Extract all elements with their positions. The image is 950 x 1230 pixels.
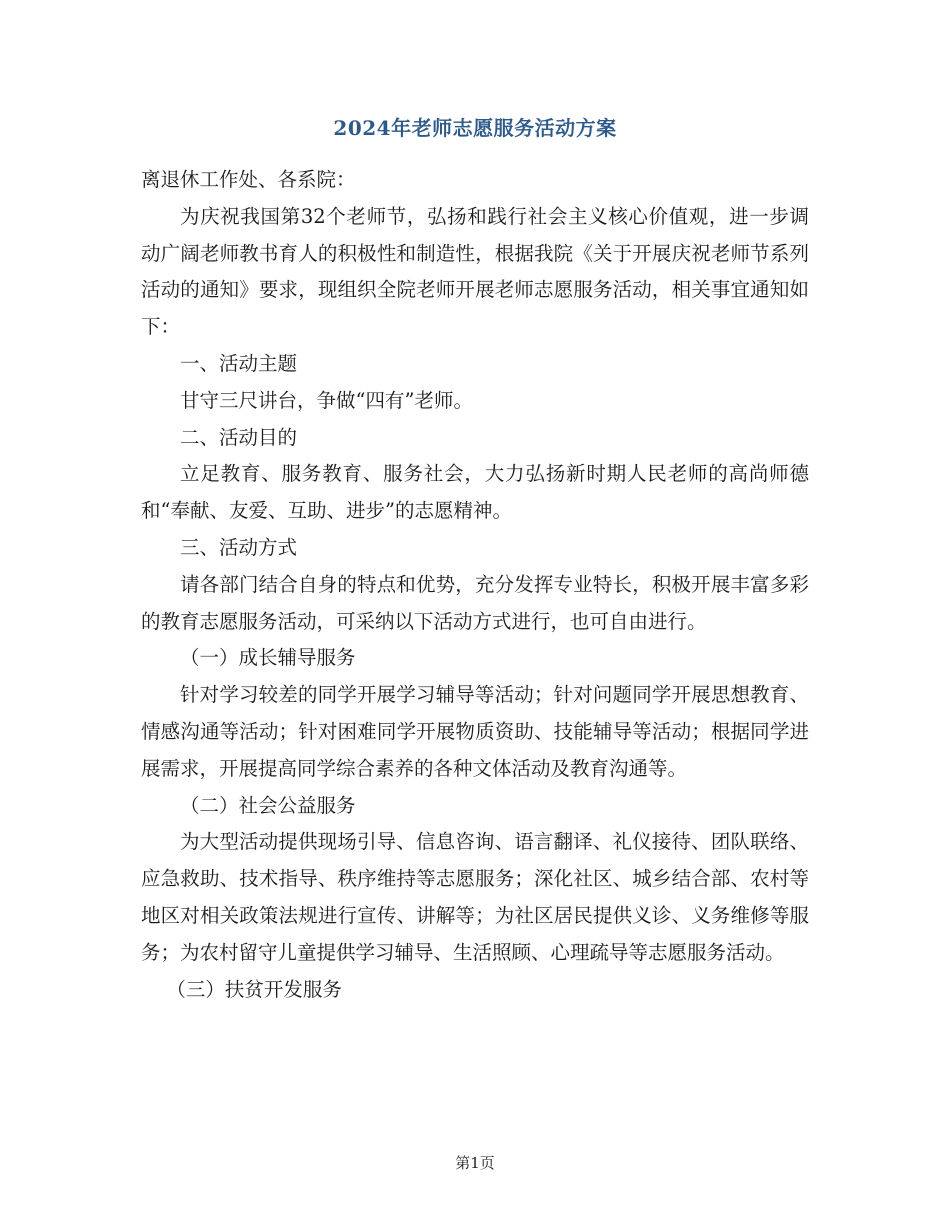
section1-text: 甘守三尺讲台，争做“四有”老师。 bbox=[180, 388, 473, 412]
sub2-heading: （二）社会公益服务 bbox=[180, 793, 356, 817]
sub1-heading: （一）成长辅导服务 bbox=[180, 646, 356, 670]
document-title: 2024年老师志愿服务活动方案 bbox=[333, 116, 617, 140]
section2-text: 立足教育、服务教育、服务社会，大力弘扬新时期人民老师的高尚师德和“奉献、友爱、互助、进步”的志愿精神。 bbox=[141, 462, 809, 523]
sub3-heading: （三）扶贫开发服务 bbox=[166, 977, 342, 1001]
document-body bbox=[141, 162, 809, 1008]
intro-paragraph: 为庆祝我国第32个老师节，弘扬和践行社会主义核心价值观，进一步调动广阔老师教书育人的积极性和制造性，根据我院《关于开展庆祝老师节系列活动的通知》要求，现组织全院老师开展老师志愿服务活动，相关事宜通知如下： bbox=[141, 204, 809, 339]
section1-heading: 一、活动主题 bbox=[180, 351, 298, 375]
sub2-text: 为大型活动提供现场引导、信息咨询、语言翻译、礼仪接待、团队联络、应急救助、技术指导、秩序维持等志愿服务；深化社区、城乡结合部、农村等地区对相关政策法规进行宣传、讲解等；为社区居民提供义诊、义务维修等服务；为农村留守儿童提供学习辅导、生活照顾、心理疏导等志愿服务活动。 bbox=[141, 830, 809, 964]
section2-heading: 二、活动目的 bbox=[180, 425, 298, 449]
section3-text: 请各部门结合自身的特点和优势，充分发挥专业特长，积极开展丰富多彩的教育志愿服务活动，可采纳以下活动方式进行，也可自由进行。 bbox=[141, 572, 809, 633]
sub1-text: 针对学习较差的同学开展学习辅导等活动；针对问题同学开展思想教育、情感沟通等活动；针对困难同学开展物质资助、技能辅导等活动；根据同学进展需求，开展提高同学综合素养的各种文体活动及教育沟通等。 bbox=[141, 683, 809, 780]
page-number: 第1页 bbox=[455, 1154, 495, 1172]
section3-heading: 三、活动方式 bbox=[180, 535, 298, 559]
salutation: 离退休工作处、各系院： bbox=[141, 168, 356, 191]
